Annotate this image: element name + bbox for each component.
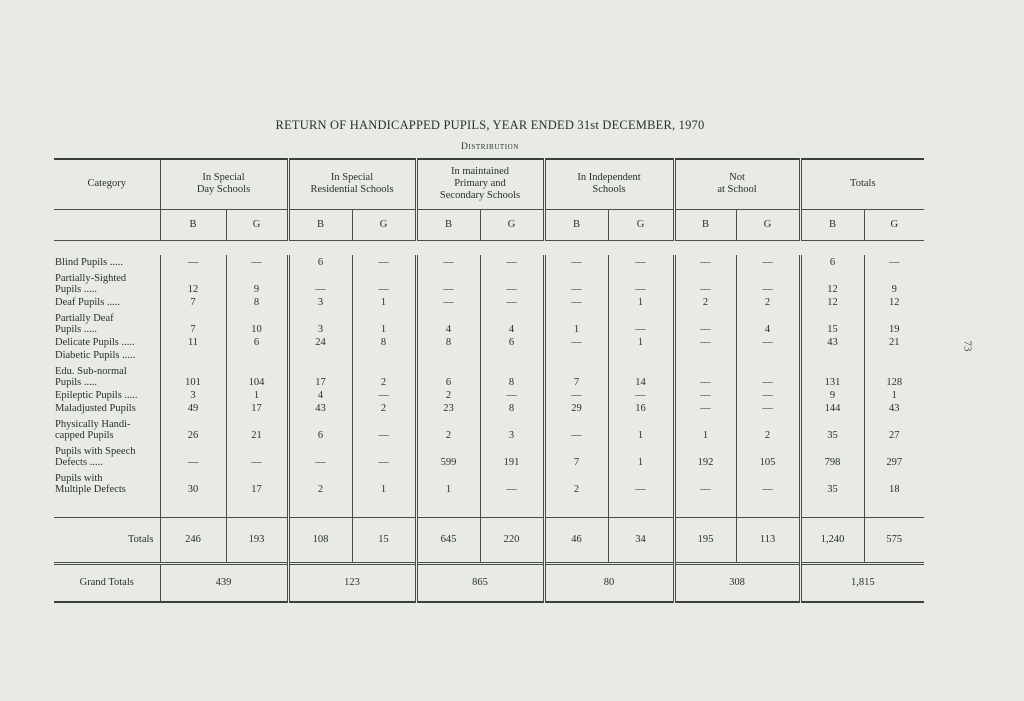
- girls-subheader: G: [608, 209, 674, 240]
- table-row: [54, 335, 924, 348]
- value-cell: 192: [674, 441, 736, 468]
- value-cell: —: [544, 388, 608, 401]
- value-cell: 17: [226, 468, 288, 495]
- value-cell: —: [736, 388, 800, 401]
- value-cell: 24: [288, 335, 352, 348]
- table-row: [54, 255, 924, 268]
- value-cell: [226, 348, 288, 361]
- group-header-totals: Totals: [800, 159, 924, 209]
- value-cell: 4: [480, 308, 544, 335]
- value-cell: 30: [160, 468, 226, 495]
- table-row: [54, 268, 924, 295]
- value-cell: —: [544, 268, 608, 295]
- group-header-day: In Special Day Schools: [160, 159, 288, 209]
- value-cell: 7: [544, 361, 608, 388]
- value-cell: 1: [416, 468, 480, 495]
- category-subheader-blank: [54, 209, 160, 240]
- value-cell: —: [736, 335, 800, 348]
- value-cell: 8: [226, 295, 288, 308]
- value-cell: 144: [800, 401, 864, 414]
- grand-totals-row: [54, 563, 924, 602]
- value-cell: 19: [864, 308, 924, 335]
- value-cell: —: [288, 268, 352, 295]
- group-header-maintained: In maintained Primary and Secondary Schools: [416, 159, 544, 209]
- value-cell: [480, 348, 544, 361]
- girls-subheader: G: [226, 209, 288, 240]
- value-cell: —: [674, 308, 736, 335]
- grand-totals-label: Grand Totals: [54, 563, 160, 602]
- grand-total-cell: 308: [674, 563, 800, 602]
- value-cell: 10: [226, 308, 288, 335]
- girls-subheader: G: [864, 209, 924, 240]
- value-cell: 9: [226, 268, 288, 295]
- value-cell: —: [480, 268, 544, 295]
- value-cell: [352, 348, 416, 361]
- value-cell: 6: [800, 255, 864, 268]
- category-cell: Epileptic Pupils .....: [55, 389, 138, 401]
- table-row: [54, 348, 924, 361]
- total-cell: 113: [736, 517, 800, 563]
- table-row: [54, 441, 924, 468]
- value-cell: —: [674, 468, 736, 495]
- category-cell: Delicate Pupils .....: [55, 336, 135, 348]
- table-row: [54, 361, 924, 388]
- girls-subheader: G: [736, 209, 800, 240]
- category-header: Category: [87, 178, 126, 190]
- value-cell: 101: [160, 361, 226, 388]
- value-cell: 43: [864, 401, 924, 414]
- value-cell: 6: [416, 361, 480, 388]
- grand-total-cell: 865: [416, 563, 544, 602]
- value-cell: 21: [226, 414, 288, 441]
- value-cell: 8: [416, 335, 480, 348]
- boys-subheader: B: [288, 209, 352, 240]
- value-cell: —: [480, 295, 544, 308]
- value-cell: —: [608, 468, 674, 495]
- value-cell: —: [674, 268, 736, 295]
- value-cell: 27: [864, 414, 924, 441]
- category-cell: Pupils with Multiple Defects: [55, 472, 126, 495]
- category-cell: Partially Deaf Pupils .....: [55, 312, 114, 335]
- value-cell: 2: [736, 295, 800, 308]
- table-title: RETURN OF HANDICAPPED PUPILS, YEAR ENDED 31st DECEMBER, 1970: [275, 118, 705, 132]
- value-cell: —: [674, 401, 736, 414]
- total-cell: 246: [160, 517, 226, 563]
- value-cell: 2: [674, 295, 736, 308]
- value-cell: —: [226, 441, 288, 468]
- boys-subheader: B: [160, 209, 226, 240]
- category-cell: Blind Pupils .....: [55, 256, 123, 268]
- value-cell: 1: [608, 335, 674, 348]
- value-cell: —: [480, 255, 544, 268]
- value-cell: 12: [800, 268, 864, 295]
- value-cell: 29: [544, 401, 608, 414]
- value-cell: —: [352, 414, 416, 441]
- value-cell: 8: [480, 361, 544, 388]
- value-cell: 7: [160, 295, 226, 308]
- value-cell: 4: [288, 388, 352, 401]
- value-cell: 9: [800, 388, 864, 401]
- girls-subheader: G: [480, 209, 544, 240]
- group-header-independent: In Independent Schools: [544, 159, 674, 209]
- boys-subheader: B: [674, 209, 736, 240]
- value-cell: 12: [864, 295, 924, 308]
- value-cell: 3: [288, 295, 352, 308]
- value-cell: 1: [864, 388, 924, 401]
- value-cell: 1: [226, 388, 288, 401]
- total-cell: 46: [544, 517, 608, 563]
- value-cell: 16: [608, 401, 674, 414]
- value-cell: —: [736, 268, 800, 295]
- value-cell: 21: [864, 335, 924, 348]
- table-row: [54, 308, 924, 335]
- value-cell: [736, 348, 800, 361]
- value-cell: 1: [608, 295, 674, 308]
- grand-total-cell: 1,815: [800, 563, 924, 602]
- value-cell: —: [544, 255, 608, 268]
- value-cell: —: [544, 295, 608, 308]
- category-cell: Pupils with Speech Defects .....: [55, 445, 136, 468]
- value-cell: 9: [864, 268, 924, 295]
- totals-label: Totals: [54, 517, 160, 563]
- value-cell: 14: [608, 361, 674, 388]
- value-cell: 35: [800, 414, 864, 441]
- boys-subheader: B: [416, 209, 480, 240]
- value-cell: 6: [288, 255, 352, 268]
- value-cell: 131: [800, 361, 864, 388]
- value-cell: 1: [674, 414, 736, 441]
- table-row: [54, 401, 924, 414]
- value-cell: 7: [544, 441, 608, 468]
- value-cell: 7: [160, 308, 226, 335]
- value-cell: 104: [226, 361, 288, 388]
- value-cell: —: [608, 388, 674, 401]
- value-cell: 1: [608, 414, 674, 441]
- value-cell: 6: [480, 335, 544, 348]
- table-row: [54, 388, 924, 401]
- grand-total-cell: 123: [288, 563, 416, 602]
- value-cell: [288, 348, 352, 361]
- category-cell: Diabetic Pupils .....: [55, 349, 136, 361]
- value-cell: 2: [544, 468, 608, 495]
- value-cell: —: [352, 441, 416, 468]
- value-cell: 297: [864, 441, 924, 468]
- group-header-not-at-school: Not at School: [674, 159, 800, 209]
- value-cell: 6: [288, 414, 352, 441]
- value-cell: —: [608, 255, 674, 268]
- value-cell: [674, 348, 736, 361]
- value-cell: 2: [288, 468, 352, 495]
- value-cell: 8: [480, 401, 544, 414]
- value-cell: —: [608, 268, 674, 295]
- value-cell: 1: [352, 468, 416, 495]
- value-cell: —: [608, 308, 674, 335]
- total-cell: 15: [352, 517, 416, 563]
- value-cell: —: [480, 388, 544, 401]
- value-cell: [544, 348, 608, 361]
- value-cell: 2: [352, 401, 416, 414]
- value-cell: 8: [352, 335, 416, 348]
- value-cell: 11: [160, 335, 226, 348]
- value-cell: 1: [352, 295, 416, 308]
- value-cell: 1: [608, 441, 674, 468]
- value-cell: —: [288, 441, 352, 468]
- grand-total-cell: 80: [544, 563, 674, 602]
- handicapped-pupils-table: [54, 158, 924, 603]
- value-cell: 23: [416, 401, 480, 414]
- total-cell: 195: [674, 517, 736, 563]
- value-cell: [864, 348, 924, 361]
- value-cell: 26: [160, 414, 226, 441]
- value-cell: —: [736, 401, 800, 414]
- page-number: 73: [961, 340, 974, 352]
- value-cell: —: [226, 255, 288, 268]
- value-cell: [160, 348, 226, 361]
- value-cell: 43: [800, 335, 864, 348]
- value-cell: 798: [800, 441, 864, 468]
- value-cell: 43: [288, 401, 352, 414]
- value-cell: 4: [736, 308, 800, 335]
- value-cell: —: [736, 468, 800, 495]
- value-cell: 4: [416, 308, 480, 335]
- value-cell: 1: [352, 308, 416, 335]
- value-cell: —: [674, 388, 736, 401]
- value-cell: 6: [226, 335, 288, 348]
- value-cell: 2: [352, 361, 416, 388]
- value-cell: 35: [800, 468, 864, 495]
- category-cell: Maladjusted Pupils: [55, 402, 136, 414]
- total-cell: 193: [226, 517, 288, 563]
- total-cell: 108: [288, 517, 352, 563]
- table-row: [54, 295, 924, 308]
- value-cell: 18: [864, 468, 924, 495]
- grand-total-cell: 439: [160, 563, 288, 602]
- value-cell: 2: [416, 414, 480, 441]
- value-cell: 3: [160, 388, 226, 401]
- value-cell: —: [864, 255, 924, 268]
- total-cell: 645: [416, 517, 480, 563]
- value-cell: 3: [288, 308, 352, 335]
- category-cell: Deaf Pupils .....: [55, 296, 121, 308]
- value-cell: 105: [736, 441, 800, 468]
- value-cell: 12: [160, 268, 226, 295]
- value-cell: —: [416, 295, 480, 308]
- value-cell: 12: [800, 295, 864, 308]
- value-cell: —: [352, 255, 416, 268]
- value-cell: —: [544, 335, 608, 348]
- total-cell: 575: [864, 517, 924, 563]
- value-cell: —: [736, 361, 800, 388]
- value-cell: 128: [864, 361, 924, 388]
- value-cell: —: [480, 468, 544, 495]
- value-cell: —: [160, 255, 226, 268]
- value-cell: 191: [480, 441, 544, 468]
- value-cell: —: [736, 255, 800, 268]
- value-cell: 2: [736, 414, 800, 441]
- value-cell: —: [160, 441, 226, 468]
- value-cell: [416, 348, 480, 361]
- value-cell: 599: [416, 441, 480, 468]
- value-cell: [608, 348, 674, 361]
- girls-subheader: G: [352, 209, 416, 240]
- value-cell: —: [674, 361, 736, 388]
- value-cell: 17: [226, 401, 288, 414]
- total-cell: 220: [480, 517, 544, 563]
- table-row: [54, 414, 924, 441]
- category-cell: Physically Handi- capped Pupils: [55, 418, 131, 441]
- value-cell: —: [674, 255, 736, 268]
- total-cell: 1,240: [800, 517, 864, 563]
- value-cell: —: [544, 414, 608, 441]
- value-cell: —: [416, 255, 480, 268]
- category-cell: Edu. Sub-normal Pupils .....: [55, 365, 127, 388]
- total-cell: 34: [608, 517, 674, 563]
- value-cell: 15: [800, 308, 864, 335]
- boys-subheader: B: [800, 209, 864, 240]
- boys-subheader: B: [544, 209, 608, 240]
- value-cell: 2: [416, 388, 480, 401]
- value-cell: —: [352, 268, 416, 295]
- value-cell: 3: [480, 414, 544, 441]
- value-cell: 1: [544, 308, 608, 335]
- value-cell: —: [416, 268, 480, 295]
- value-cell: —: [674, 335, 736, 348]
- value-cell: 49: [160, 401, 226, 414]
- value-cell: 17: [288, 361, 352, 388]
- group-header-residential: In Special Residential Schools: [288, 159, 416, 209]
- totals-row: [54, 517, 924, 563]
- table-subtitle: Distribution: [460, 142, 519, 152]
- value-cell: [800, 348, 864, 361]
- table-row: [54, 468, 924, 495]
- value-cell: —: [352, 388, 416, 401]
- category-cell: Partially-Sighted Pupils .....: [55, 272, 127, 295]
